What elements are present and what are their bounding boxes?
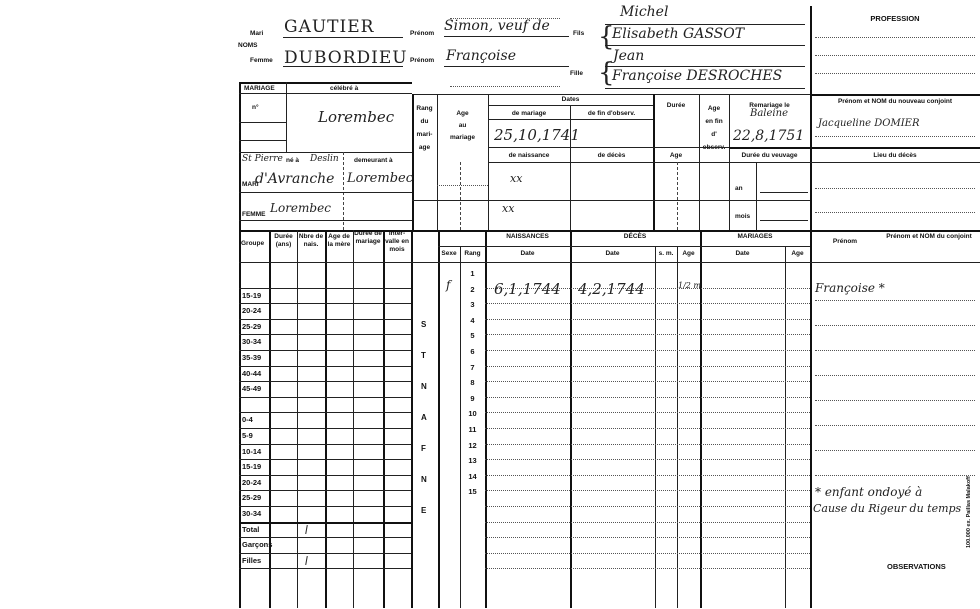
row-rule (485, 506, 810, 507)
group-label: 25-29 (242, 493, 262, 503)
remariage-date: 22,8,1751 (733, 128, 805, 144)
row-rule (485, 428, 810, 429)
mari-demeurant: Lorembec (347, 171, 413, 186)
enfants-letter: T (421, 351, 426, 360)
group-label: 45-49 (242, 384, 262, 394)
child-deces: 4,2,1744 (578, 280, 645, 298)
group-label: 15-19 (242, 462, 262, 472)
row-rule (485, 537, 810, 538)
row-rule (815, 450, 975, 451)
nouveau-conjoint: Jacqueline DOMIER (818, 118, 920, 129)
row-rule (239, 459, 411, 460)
enfants-letter: A (421, 413, 427, 422)
row-rule (239, 490, 411, 491)
rank-label: 11 (468, 425, 477, 434)
row-rule (485, 350, 810, 351)
child-prenom: Françoise * (815, 281, 885, 295)
prenom-label-femme: Prénom (410, 57, 435, 64)
enfants-letter: F (421, 444, 426, 453)
row-rule (485, 303, 810, 304)
row-rule (239, 444, 411, 445)
group-label: 15-19 (242, 290, 262, 300)
date-mariage: 25,10,1741 (494, 126, 580, 144)
no-label: n° (252, 104, 259, 111)
rank-label: 13 (468, 456, 477, 466)
row-rule (815, 325, 975, 326)
row-rule (815, 400, 975, 401)
row-rule (815, 475, 975, 476)
printer-mark: 100.000 ex. Paillas Malakoff (966, 476, 972, 548)
row-rule (485, 459, 810, 460)
mari-name: GAUTIER (284, 17, 375, 37)
row-rule (239, 568, 411, 569)
fille-line1: Jean (613, 48, 645, 64)
child-age: 1/2 m (678, 281, 702, 290)
fille-label: Fille (570, 70, 584, 77)
dates-label: Dates (561, 96, 580, 103)
rank-label: 12 (468, 440, 477, 450)
rank-label: 6 (470, 347, 475, 356)
row-rule (485, 397, 810, 398)
mari-label: Mari (250, 30, 264, 37)
row-rule (485, 366, 810, 367)
mariage-title: MARIAGE (244, 85, 275, 92)
enfants-letter: E (421, 506, 427, 515)
rank-label: 4 (470, 315, 475, 325)
rank-label: 15 (468, 487, 477, 497)
enfants-letter: N (421, 475, 427, 484)
group-label: 10-14 (242, 446, 262, 456)
row-rule (485, 444, 810, 445)
group-label: 35-39 (242, 353, 262, 362)
row-rule (239, 350, 411, 351)
femme-label: Femme (250, 57, 273, 64)
fils-line2: Elisabeth GASSOT (612, 26, 745, 42)
row-rule (815, 300, 975, 301)
group-label: 30-34 (242, 337, 262, 347)
group-label: 20-24 (242, 477, 262, 487)
fils-line1: Michel (620, 4, 669, 20)
rank-label: 1 (470, 269, 475, 278)
femme-ne-a: Lorembec (270, 201, 331, 215)
row-rule (239, 366, 411, 367)
child-sexe: f (446, 278, 451, 292)
row-rule (485, 334, 810, 335)
row-rule (485, 319, 810, 320)
note-line2: Cause du Rigeur du temps (813, 502, 962, 515)
row-rule (239, 319, 411, 320)
row-rule (239, 412, 411, 413)
child-naissance: 6,1,1744 (494, 280, 561, 298)
mari-prenom: Simon, veuf de (444, 18, 550, 34)
group-label: 5-9 (242, 431, 253, 440)
row-rule (815, 425, 975, 426)
tally-mark (305, 556, 308, 565)
group-label: 0-4 (242, 415, 253, 425)
row-rule (239, 428, 411, 429)
row-rule (485, 522, 810, 523)
tally-mark (305, 525, 308, 534)
row-rule (239, 506, 411, 507)
row-rule (485, 568, 810, 569)
mari-ne-a: d'Avranche (255, 171, 335, 187)
enfants-letter: S (421, 320, 427, 329)
group-label: 20-24 (242, 306, 262, 316)
group-label: Garçons (242, 540, 273, 550)
row-rule (239, 334, 411, 335)
row-rule (239, 475, 411, 476)
row-rule (485, 553, 810, 554)
row-rule (485, 412, 810, 413)
profession-label: PROFESSION (870, 14, 920, 23)
fils-label: Fils (573, 30, 585, 37)
rank-label: 8 (470, 378, 475, 388)
observations-label: OBSERVATIONS (887, 562, 946, 571)
prenom-label-mari: Prénom (410, 30, 435, 37)
mariage-place: Lorembec (318, 108, 395, 126)
rank-label: 9 (470, 393, 475, 403)
rank-label: 2 (470, 284, 475, 294)
rank-label: 10 (468, 409, 477, 419)
row-rule (239, 381, 411, 382)
femme-prenom: Françoise (446, 48, 516, 64)
row-rule (815, 375, 975, 376)
row-rule (485, 381, 810, 382)
row-rule (239, 288, 411, 289)
row-rule (239, 397, 411, 398)
group-label: Total (242, 524, 260, 534)
rank-label: 7 (470, 362, 475, 372)
celebre-label: célébré à (330, 85, 359, 92)
fille-line2: Françoise DESROCHES (612, 68, 783, 84)
rank-label: 5 (470, 331, 475, 341)
group-label: 40-44 (242, 368, 262, 378)
row-rule (485, 490, 810, 491)
row-rule (239, 303, 411, 304)
noms-label: NOMS (238, 42, 258, 49)
group-label: 30-34 (242, 509, 262, 518)
row-rule (815, 350, 975, 351)
group-label: Filles (242, 555, 262, 565)
enfants-letter: N (421, 382, 427, 391)
femme-name: DUBORDIEU (284, 48, 408, 68)
row-rule (239, 553, 411, 554)
rank-label: 14 (468, 471, 477, 481)
total-rule (239, 522, 411, 524)
note-line1: * enfant ondoyé à (815, 485, 923, 499)
group-label: 25-29 (242, 321, 262, 331)
rank-label: 3 (470, 300, 475, 310)
row-rule (239, 537, 411, 538)
row-rule (485, 475, 810, 476)
